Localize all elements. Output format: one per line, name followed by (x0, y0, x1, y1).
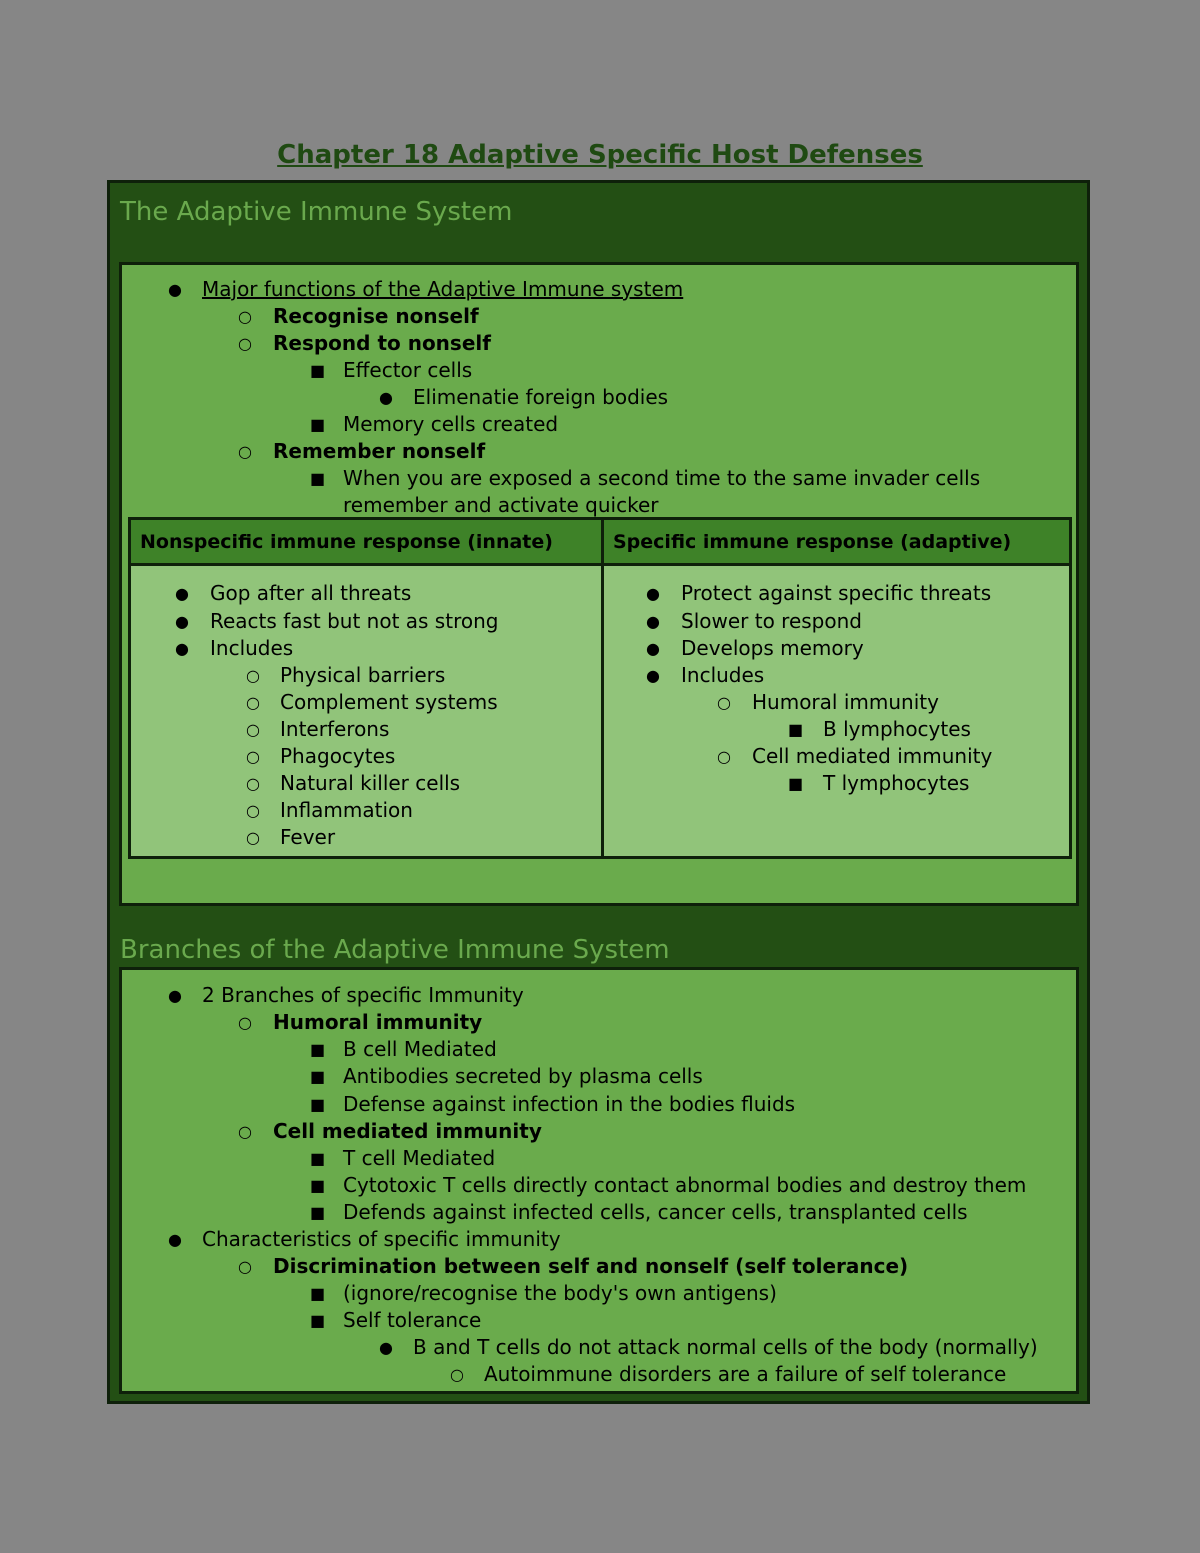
list-item: Humoral immunity (752, 690, 939, 714)
bullet-icon: ■ (310, 1149, 326, 1168)
list-item: When you are exposed a second time to the same invader cells (343, 466, 981, 490)
list-item: Slower to respond (681, 609, 862, 633)
bullet-icon: ● (168, 280, 182, 299)
list-item: Autoimmune disorders are a failure of self tolerance (484, 1362, 1007, 1386)
bullet-icon: ○ (238, 1257, 252, 1276)
bullet-icon: ■ (310, 361, 326, 380)
list-item: Defends against infected cells, cancer cells, transplanted cells (343, 1200, 968, 1224)
list-item: Defense against infection in the bodies fluids (343, 1092, 796, 1116)
bullet-icon: ○ (246, 747, 260, 766)
list-item: Discrimination between self and nonself (self tolerance) (273, 1254, 909, 1278)
bullet-icon: ○ (246, 693, 260, 712)
table-divider (601, 520, 604, 856)
list-item: Respond to nonself (273, 331, 491, 355)
list-item: Interferons (280, 717, 390, 741)
bullet-icon: ■ (310, 1040, 326, 1059)
list-item: Remember nonself (273, 439, 486, 463)
list-item: Protect against specific threats (681, 581, 992, 605)
table-header-specific: Specific immune response (adaptive) (604, 520, 1069, 566)
list-item: T lymphocytes (823, 771, 970, 795)
bullet-icon: ○ (246, 828, 260, 847)
bullet-icon: ● (175, 584, 189, 603)
list-item: Recognise nonself (273, 304, 479, 328)
bullet-icon: ■ (788, 720, 804, 739)
bullet-icon: ● (379, 388, 393, 407)
bullet-icon: ● (646, 584, 660, 603)
bullet-icon: ○ (238, 442, 252, 461)
list-item: Inflammation (280, 798, 413, 822)
list-item-continuation: remember and activate quicker (343, 493, 659, 517)
list-item: Includes (681, 663, 765, 687)
list-item: B and T cells do not attack normal cells of the body (normally) (413, 1335, 1038, 1359)
list-item: Fever (280, 825, 336, 849)
bullet-icon: ○ (246, 666, 260, 685)
list-item: Complement systems (280, 690, 498, 714)
list-item: B cell Mediated (343, 1037, 497, 1061)
bullet-icon: ■ (310, 1176, 326, 1195)
list-item: Characteristics of specific immunity (202, 1227, 561, 1251)
bullet-icon: ○ (238, 334, 252, 353)
bullet-icon: ○ (246, 801, 260, 820)
list-item: Memory cells created (343, 412, 559, 436)
section-heading-branches: Branches of the Adaptive Immune System (120, 935, 670, 965)
bullet-icon: ○ (238, 1122, 252, 1141)
table-header-nonspecific: Nonspecific immune response (innate) (131, 520, 601, 566)
page-title: Chapter 18 Adaptive Specific Host Defenses (277, 140, 923, 170)
bullet-icon: ■ (310, 415, 326, 434)
list-item: 2 Branches of specific Immunity (202, 983, 524, 1007)
list-item: Elimenatie foreign bodies (413, 385, 669, 409)
list-item: (ignore/recognise the body's own antigens) (343, 1281, 777, 1305)
bullet-icon: ○ (238, 1013, 252, 1032)
bullet-icon: ○ (246, 720, 260, 739)
list-item: Humoral immunity (273, 1010, 483, 1034)
bullet-icon: ■ (310, 469, 326, 488)
list-item: Self tolerance (343, 1308, 482, 1332)
bullet-icon: ● (175, 639, 189, 658)
bullet-icon: ■ (310, 1203, 326, 1222)
bullet-icon: ● (646, 639, 660, 658)
bullet-icon: ● (379, 1338, 393, 1357)
list-item: Cytotoxic T cells directly contact abnormal bodies and destroy them (343, 1173, 1027, 1197)
list-item: T cell Mediated (343, 1146, 496, 1170)
list-item: Develops memory (681, 636, 864, 660)
list-item: Major functions of the Adaptive Immune system (202, 277, 684, 301)
bullet-icon: ■ (310, 1311, 326, 1330)
bullet-icon: ● (646, 666, 660, 685)
list-item: Physical barriers (280, 663, 446, 687)
list-item: Gop after all threats (210, 581, 412, 605)
bullet-icon: ■ (310, 1095, 326, 1114)
bullet-icon: ■ (788, 774, 804, 793)
list-item: Cell mediated immunity (273, 1119, 542, 1143)
list-item: Cell mediated immunity (752, 744, 993, 768)
bullet-icon: ○ (450, 1365, 464, 1384)
list-item: Phagocytes (280, 744, 396, 768)
bullet-icon: ○ (717, 747, 731, 766)
bullet-icon: ■ (310, 1284, 326, 1303)
section-heading-adaptive-immune-system: The Adaptive Immune System (120, 197, 513, 227)
adaptive-immune-panel (119, 262, 1079, 906)
branches-panel (119, 967, 1079, 1394)
immune-response-table (128, 517, 1072, 859)
bullet-icon: ● (168, 1230, 182, 1249)
list-item: Reacts fast but not as strong (210, 609, 499, 633)
bullet-icon: ○ (238, 307, 252, 326)
bullet-icon: ○ (246, 774, 260, 793)
list-item: Antibodies secreted by plasma cells (343, 1064, 703, 1088)
bullet-icon: ○ (717, 693, 731, 712)
list-item: Effector cells (343, 358, 473, 382)
bullet-icon: ● (646, 612, 660, 631)
notes-container (107, 180, 1090, 1404)
bullet-icon: ● (168, 986, 182, 1005)
bullet-icon: ● (175, 612, 189, 631)
list-item: Includes (210, 636, 294, 660)
bullet-icon: ■ (310, 1067, 326, 1086)
list-item: Natural killer cells (280, 771, 461, 795)
list-item: B lymphocytes (823, 717, 971, 741)
